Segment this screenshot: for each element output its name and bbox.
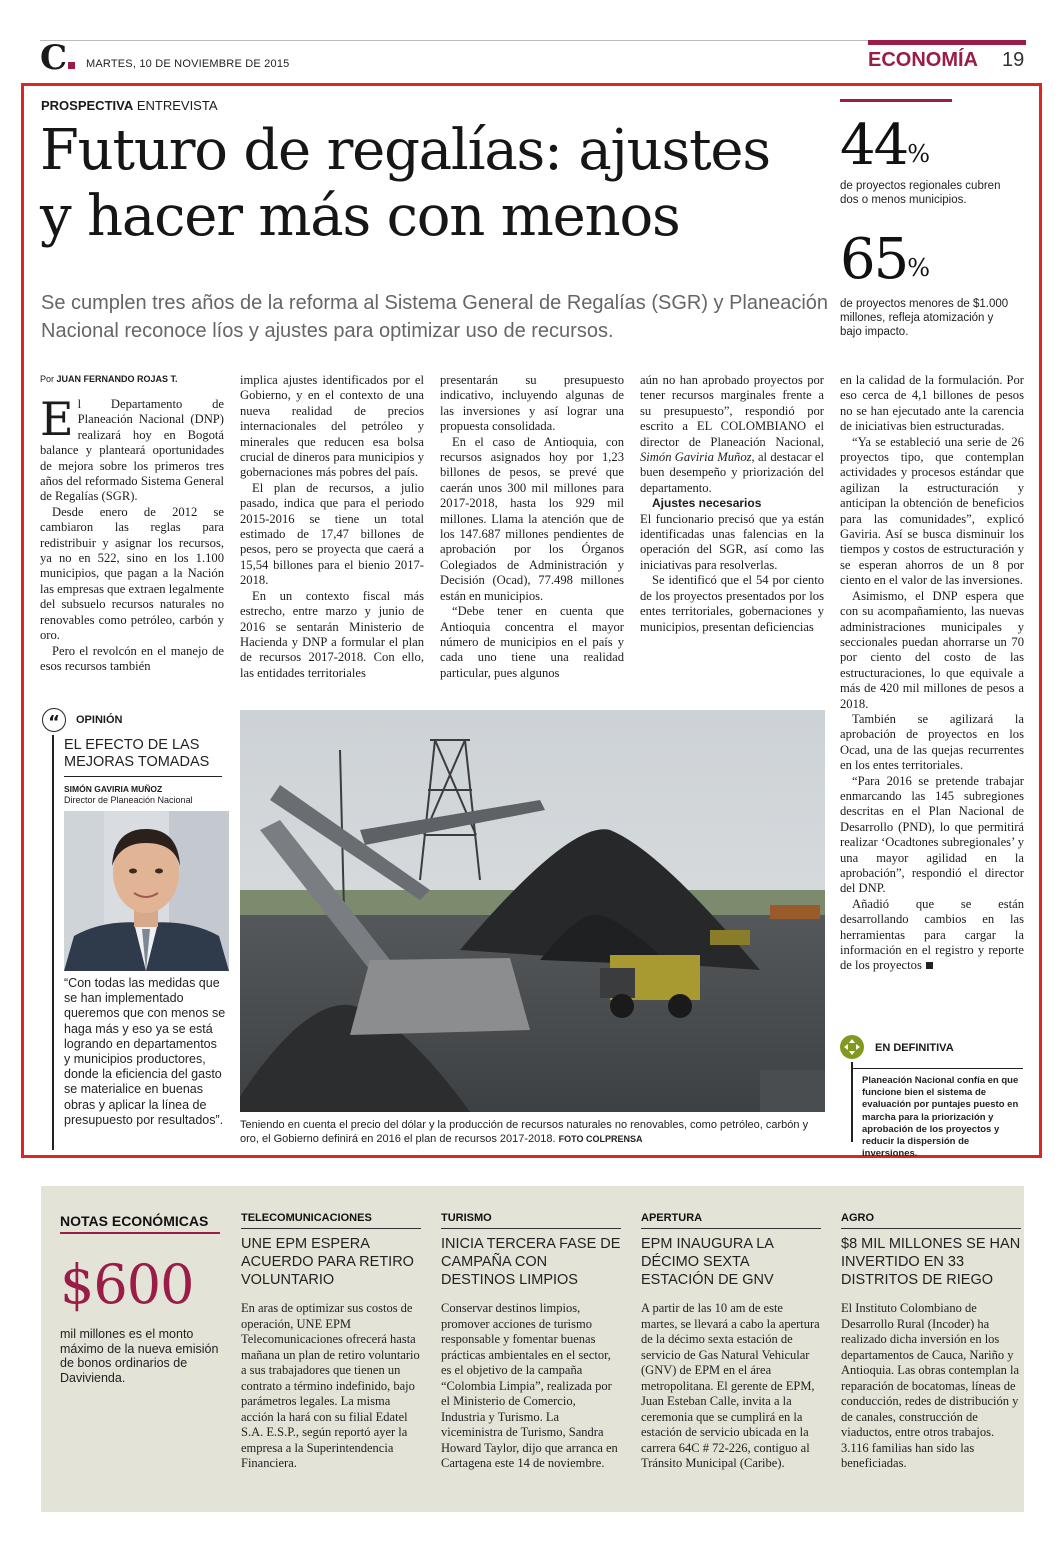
stat-1-text: de proyectos regionales cubren dos o menos municipios. [840, 180, 1001, 206]
article-column-2 [240, 373, 424, 681]
opinion-vertical-rule [52, 735, 54, 1150]
byline: Por JUAN FERNANDO ROJAS T. [40, 374, 178, 384]
section-accent-bar [868, 40, 1026, 45]
en-definitiva-text: Planeación Nacional confía en que funcione bien el sistema de evaluación por puntajes puesto en marcha para la priorización y aprobación de los proyectos y reducir la dispersión de inversiones. [862, 1075, 1019, 1160]
quote-icon: “ [42, 708, 66, 732]
stat-2-text: de proyectos menores de $1.000 millones, refleja atomización y bajo impacto. [840, 298, 1009, 338]
article-headline [40, 118, 830, 250]
article-column-5 [840, 373, 1024, 974]
en-definitiva-label: EN DEFINITIVA [875, 1042, 954, 1054]
article-kicker [41, 98, 218, 113]
author-portrait [64, 811, 229, 971]
headline-line-2: y hacer más con menos [40, 184, 680, 249]
brief-category: AGRO [841, 1212, 1021, 1229]
paragraph: implica ajustes identificados por el Gobierno, y en el contexto de una nueva realidad de precios internacionales del petróleo y minerales que reducen esa bolsa crucial de dineros para municipios y gobernaciones más pobres del país. [240, 373, 424, 480]
brief-body: En aras de optimizar sus costos de operación, UNE EPM Telecomunicaciones ofrecerá hasta mañana un plan de retiro voluntario a sus trabajadores que tienen un contrato a término indefinido, bajo parámetros legales. La misma acción la hará con su filial Edatel S.A. E.S.P., según reportó ayer la empresa a la Superintendencia Financiera. [241, 1301, 420, 1470]
brief-headline: INICIA TERCERA FASE DE CAMPAÑA CON DESTINOS LIMPIOS [441, 1236, 621, 1288]
paragraph: aún no han aprobado proyectos por tener recursos marginales frente a su presupuesto”, respondió por escrito a EL COLOMBIANO el director de Planeación Nacional, Simón Gaviria Muñoz, al destacar el buen desempeño y priorización del departamento. [640, 373, 824, 495]
paragraph: En el caso de Antioquia, con recursos asignados hoy por 1,23 billones de pesos, se prevé que caerán unos 300 mil millones para 2017-2018, hasta los 929 mil millones. Llama la atención que de los 147.687 millones pendientes de aprobación por los Órganos Colegiados de Administración y Decisión (Ocad), 77.498 millones están en municipios. [440, 434, 624, 603]
en-definitiva-hrule [851, 1068, 1023, 1069]
director-name: Simón Gaviria Muñoz [640, 450, 752, 465]
paragraph: Añadió que se están desarrollando cambios en las herramientas para cargar la información en el registro y reporte de los proyectos [840, 896, 1024, 973]
article-column-3 [440, 373, 624, 681]
kicker-bold: PROSPECTIVA [41, 98, 134, 113]
brief-headline: EPM INAUGURA LA DÉCIMO SEXTA ESTACIÓN DE GNV [641, 1236, 774, 1288]
brief-body: Conservar destinos limpios, promover acciones de turismo responsable y fomentar buenas prácticas ambientales en el sector, es el objetivo de la campaña “Colombia Limpia”, realizada por el Ministerio de Comercio, Industria y Turismo. La viceministra de Turismo, Sandra Howard Taylor, dijo que arranca en Cartagena este 14 de noviembre. [441, 1301, 618, 1470]
opinion-quote: “Con todas las medidas que se han implementado queremos que con menos se haga más y eso ya se está logrando en departamentos y municipios productores, donde la eficiencia del gasto se materialice en buenas obras y aplicar la línea de presupuesto por resultados”. [64, 976, 226, 1127]
headline-line-1: Futuro de regalías: ajustes [40, 118, 770, 183]
article-column-4 [640, 373, 824, 635]
photo-caption: Teniendo en cuenta el precio del dólar y la producción de recursos naturales no renovables, como petróleo, carbón y oro, el Gobierno definirá en 2016 el plan de recursos 2017-2018. FOTO COLPRENSA [240, 1119, 809, 1145]
article-subhead: Se cumplen tres años de la reforma al Sistema General de Regalías (SGR) y Planeación Nacional reconoce líos y ajustes para optimizar uso de recursos. [41, 292, 829, 342]
page-number: 19 [1002, 49, 1025, 71]
section-name: ECONOMÍA [868, 49, 978, 71]
paragraph: En un contexto fiscal más estrecho, entre marzo y junio de 2016 se sentarán Ministerio de Hacienda y DNP a formular el plan de recursos 2017-2018. Con ello, las entidades territoriales [240, 588, 424, 680]
brief-telecomunicaciones [241, 1212, 421, 1472]
brief-turismo [441, 1212, 621, 1472]
stat-1-number: 44% [840, 113, 931, 178]
brief-headline: $8 MIL MILLONES SE HAN INVERTIDO EN 33 DISTRITOS DE RIEGO [841, 1236, 1021, 1288]
paragraph: El Departamento de Planeación Nacional (DNP) realizará hoy en Bogotá balance y planteará oportunidades de mejora sobre los primeros tres años del reformado Sistema General de Regalías (SGR). [40, 392, 224, 504]
drop-cap: E [40, 392, 74, 446]
brief-headline: UNE EPM ESPERA ACUERDO PARA RETIRO VOLUNTARIO [241, 1236, 414, 1288]
paragraph: El plan de recursos, a julio pasado, indica que para el periodo 2015-2016 se tiene un total estimado de 17,47 billones de pesos, pero se proyecta que caerá a 15,54 billones para el bienio 2017-2018. [240, 480, 424, 588]
paragraph: Asimismo, el DNP espera que con su acompañamiento, las nuevas administraciones municipales y seccionales puedan ahorrarse un 70 por ciento del costo de las estructuraciones, lo que equivale a más de 420 mil millones de pesos a 2018. [840, 588, 1024, 711]
brief-body: El Instituto Colombiano de Desarrollo Rural (Incoder) ha realizado dicha inversión en los departamentos de Cauca, Nariño y Antioquia. Las obras contemplan la reparación de bocatomas, líneas de conducción, redes de distribución y de canales, construcción de viaductos, entre otros trabajos. 3.116 familias han sido las beneficiadas. [841, 1301, 1020, 1470]
paragraph: “Para 2016 se pretende trabajar enmarcando las 145 subregiones descritas en el Plan Nacional de Desarrollo (PND), lo que permitirá realizar ‘Ocadtones subregionales’ y una mayor agilidad en la aprobación”, respondió el director del DNP. [840, 773, 1024, 896]
brief-category: TURISMO [441, 1212, 621, 1229]
end-mark-icon [926, 962, 933, 969]
opinion-separator [64, 776, 222, 777]
stat-1-bar [840, 99, 952, 102]
paragraph: El funcionario precisó que ya están identificadas unas falencias en la operación del SGR, así como las iniciativas para resolverlas. [640, 511, 824, 572]
notas-title: NOTAS ECONÓMICAS [60, 1213, 209, 1229]
paragraph: Se identificó que el 54 por ciento de los proyectos presentados por los entes territoriales, gobernaciones y municipios, presentan deficiencias [640, 573, 824, 634]
section-subtitle: Ajustes necesarios [652, 496, 762, 511]
notas-title-rule [60, 1232, 220, 1234]
kicker-rest: ENTREVISTA [136, 98, 218, 113]
opinion-author: SIMÓN GAVIRIA MUÑOZ [64, 784, 163, 794]
stat-2-number: 65% [840, 227, 931, 292]
en-definitiva-rule [851, 1062, 853, 1142]
paragraph: Pero el revolcón en el manejo de esos recursos también [40, 643, 224, 673]
brief-category: APERTURA [641, 1212, 821, 1229]
paragraph: en la calidad de la formulación. Por eso cerca de 4,1 billones de pesos no se han ejecutado ante la carencia de iniciativas bien estructuradas. [840, 373, 1024, 434]
paragraph: presentarán su presupuesto indicativo, incluyendo algunas de las inversiones y así lograr una propuesta consolidada. [440, 373, 624, 434]
brief-agro [841, 1212, 1021, 1472]
newspaper-logo: C [40, 40, 75, 76]
brief-category: TELECOMUNICACIONES [241, 1212, 421, 1229]
brief-apertura [641, 1212, 821, 1472]
opinion-label: OPINIÓN [76, 714, 123, 726]
opinion-title: EL EFECTO DE LAS MEJORAS TOMADAS [64, 737, 210, 770]
notas-big-number: $600 [60, 1253, 194, 1316]
paragraph: “Ya se estableció una serie de 26 proyectos tipo, que contemplan actividades y procesos estándar que agilizan la estructuración y anticipan la obtención de beneficios para las comunidades”, explicó Gaviria. Así se busca disminuir los tiempos y costos de estructuración y se esperan ahorros de un 8 por ciento en el valor de las inversiones. [840, 434, 1024, 588]
arrows-icon [840, 1035, 864, 1059]
notas-big-number-text: mil millones es el monto máximo de la nueva emisión de bonos ordinarios de Davivienda. [60, 1327, 219, 1385]
opinion-author-role: Director de Planeación Nacional [64, 795, 193, 805]
article-column-1 [40, 373, 224, 674]
brief-body: A partir de las 10 am de este martes, se llevará a cabo la apertura de la décimo sexta estación de servicio de Gas Natural Vehicular (GNV) de EPM en el área metropolitana. El gerente de EPM, Juan Esteban Calle, invita a la ceremonia que se cumplirá en la estación de servicio ubicada en la carrera 64C # 72-226, contiguo al Tránsito Municipal (Caribe). [641, 1301, 820, 1470]
issue-date: MARTES, 10 DE NOVIEMBRE DE 2015 [86, 58, 290, 70]
coal-mine-photo [240, 710, 825, 1112]
paragraph: Desde enero de 2012 se cambiaron las reglas para redistribuir y asignar los recursos, ya no en 522, sino en los 1.100 municipios, que pagan a la Nación las empresas que extraen legalmente del subsuelo recursos naturales no renovables como petróleo, carbón y oro. [40, 504, 224, 643]
photo-credit: FOTO COLPRENSA [558, 1134, 643, 1144]
paragraph: “Debe tener en cuenta que Antioquia concentra el mayor número de municipios en el país y cada uno tiene una realidad particular, pues algunos [440, 604, 624, 680]
paragraph: También se agilizará la aprobación de proyectos en los Ocad, una de las quejas recurrentes en los entes territoriales. [840, 711, 1024, 773]
